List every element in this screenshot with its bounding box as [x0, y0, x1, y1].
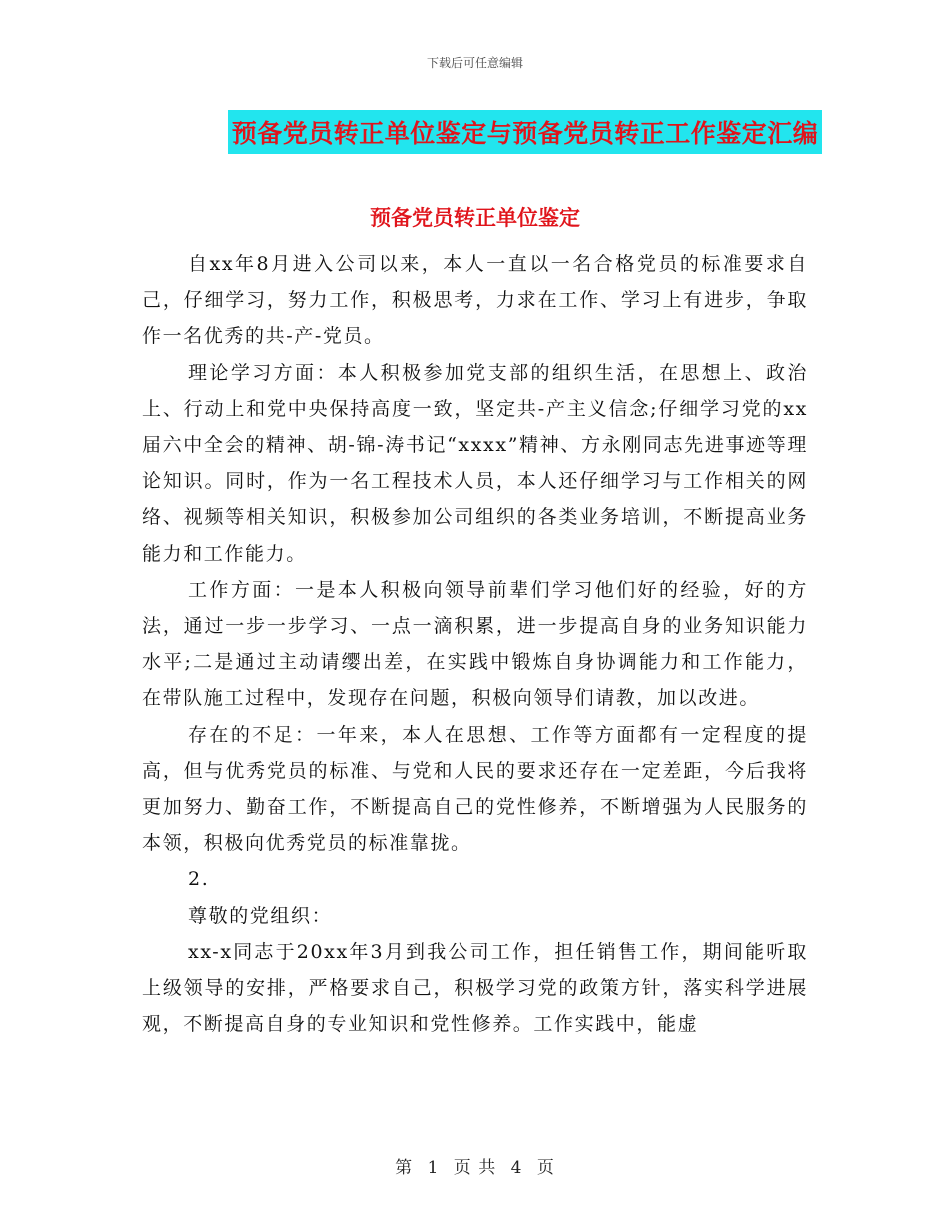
paragraph: 工作方面：一是本人积极向领导前辈们学习他们好的经验，好的方法，通过一步一步学习、一点一滴积累，进一步提高自身的业务知识能力水平;二是通过主动请缨出差，在实践中锻炼自身协调能力和工作能力，在带队施工过程中，发现存在问题，积极向领导们请教，加以改进。: [142, 578, 808, 710]
paragraph: 自xx年8月进入公司以来，本人一直以一名合格党员的标准要求自己，仔细学习，努力工作，积极思考，力求在工作、学习上有进步，争取作一名优秀的共-产-党员。: [142, 253, 808, 348]
footer-page-number: 1: [427, 1158, 440, 1178]
page-footer: [0, 1153, 950, 1178]
main-title-container: [0, 110, 950, 154]
paragraph: 2.: [188, 868, 210, 891]
footer-total-pages: 4: [510, 1158, 523, 1178]
footer-suffix: 页: [536, 1158, 555, 1178]
body-text: [142, 246, 808, 1042]
footer-middle: 页 共: [453, 1158, 497, 1178]
section-title: 预备党员转正单位鉴定: [370, 205, 580, 230]
paragraph: xx-x同志于20xx年3月到我公司工作，担任销售工作，期间能听取上级领导的安排，严格要求自己，积极学习党的政策方针，落实科学进展观，不断提高自身的专业知识和党性修养。工作实践中，能虚: [142, 940, 808, 1036]
footer-prefix: 第: [395, 1158, 414, 1178]
header-note: 下载后可任意编辑: [426, 56, 523, 70]
paragraph: 尊敬的党组织：: [188, 904, 333, 927]
main-title: 预备党员转正单位鉴定与预备党员转正工作鉴定汇编: [228, 110, 823, 154]
paragraph: 存在的不足：一年来，本人在思想、工作等方面都有一定程度的提高，但与优秀党员的标准、与党和人民的要求还存在一定差距，今后我将更加努力、勤奋工作，不断提高自己的党性修养，不断增强为人民服务的本领，积极向优秀党员的标准靠拢。: [142, 723, 808, 855]
paragraph: 理论学习方面：本人积极参加党支部的组织生活，在思想上、政治上、行动上和党中央保持高度一致，坚定共-产主义信念;仔细学习党的xx届六中全会的精神、胡-锦-涛书记“xxxx”精神、方永刚同志先进事迹等理论知识。同时，作为一名工程技术人员，本人还仔细学习与工作相关的网络、视频等相关知识，积极参加公司组织的各类业务培训，不断提高业务能力和工作能力。: [142, 361, 808, 565]
